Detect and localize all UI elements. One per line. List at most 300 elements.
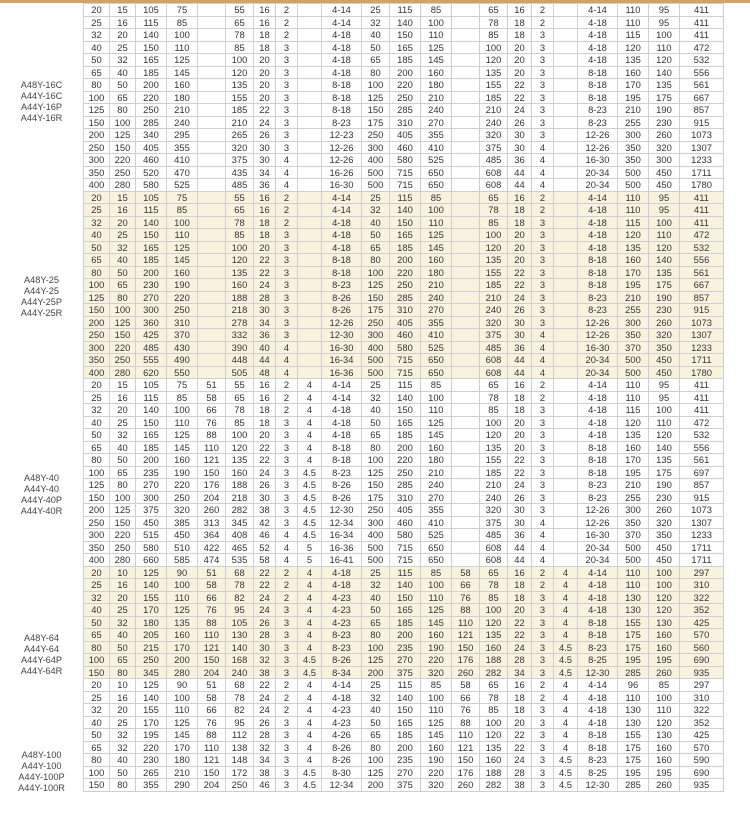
table-cell: 270 [136, 479, 167, 492]
table-cell: 18 [254, 216, 276, 229]
model-label: A48Y-25 [24, 275, 59, 285]
table-cell: 22 [508, 741, 532, 754]
table-cell: 4.5 [298, 466, 322, 479]
table-cell: 125 [362, 91, 390, 104]
table-cell: 100 [480, 416, 508, 429]
table-cell: 16-30 [322, 179, 362, 192]
table-cell: 76 [198, 716, 226, 729]
table-cell: 20 [254, 66, 276, 79]
table-cell: 30 [508, 516, 532, 529]
table-cell: 20 [254, 54, 276, 67]
table-cell: 570 [680, 741, 724, 754]
table-cell: 4 [276, 154, 298, 167]
table-cell: 121 [452, 629, 480, 642]
table-cell: 25 [84, 16, 110, 29]
table-cell [554, 416, 578, 429]
table-cell [198, 291, 226, 304]
table-cell: 3 [276, 666, 298, 679]
table-cell: 4 [298, 729, 322, 742]
table-cell: 50 [84, 616, 110, 629]
table-cell: 40 [110, 754, 136, 767]
table-cell: 355 [421, 129, 452, 142]
table-cell: 715 [390, 541, 421, 554]
table-row [84, 504, 724, 517]
table-cell: 310 [680, 691, 724, 704]
table-cell: 160 [421, 254, 452, 267]
table-cell: 188 [480, 654, 508, 667]
table-cell: 1780 [680, 179, 724, 192]
table-cell: 210 [167, 766, 198, 779]
table-cell: 110 [618, 16, 649, 29]
table-cell: 65 [362, 616, 390, 629]
table-cell [452, 316, 480, 329]
table-cell: 78 [480, 16, 508, 29]
table-cell [452, 504, 480, 517]
table-cell: 110 [167, 229, 198, 242]
table-cell: 50 [110, 266, 136, 279]
table-cell: 160 [421, 741, 452, 754]
table-cell: 5 [298, 541, 322, 554]
table-cell: 500 [362, 179, 390, 192]
table-cell: 65 [226, 391, 254, 404]
table-cell: 135 [226, 266, 254, 279]
table-cell: 4-18 [322, 416, 362, 429]
table-cell: 8-26 [322, 291, 362, 304]
table-cell: 190 [421, 641, 452, 654]
table-cell: 4-23 [322, 616, 362, 629]
table-cell: 36 [254, 179, 276, 192]
table-cell: 4-18 [322, 66, 362, 79]
table-cell: 185 [390, 54, 421, 67]
table-cell: 2 [532, 566, 554, 579]
table-cell: 410 [421, 329, 452, 342]
table-cell: 500 [618, 554, 649, 567]
table-cell [554, 91, 578, 104]
table-cell: 100 [110, 116, 136, 129]
table-cell [554, 41, 578, 54]
table-cell: 185 [136, 254, 167, 267]
table-cell: 4-18 [578, 16, 618, 29]
table-cell: 340 [136, 129, 167, 142]
table-cell: 4 [532, 554, 554, 567]
table-cell: 320 [649, 141, 680, 154]
table-cell: 200 [362, 779, 390, 792]
table-cell: 4 [554, 729, 578, 742]
table-cell: 4 [276, 179, 298, 192]
table-cell: 4-14 [578, 566, 618, 579]
table-cell: 150 [110, 329, 136, 342]
table-cell: 580 [390, 341, 421, 354]
table-cell: 3 [276, 629, 298, 642]
table-row [84, 116, 724, 129]
table-cell: 332 [226, 329, 254, 342]
table-cell: 375 [480, 141, 508, 154]
table-row [84, 691, 724, 704]
table-cell: 16 [110, 204, 136, 217]
table-cell: 3 [532, 29, 554, 42]
table-cell: 485 [226, 179, 254, 192]
table-cell: 32 [84, 216, 110, 229]
table-cell [452, 116, 480, 129]
table-row [84, 491, 724, 504]
table-cell: 320 [649, 516, 680, 529]
table-cell: 2 [276, 191, 298, 204]
model-label: A44Y-100 [21, 761, 62, 771]
table-cell: 150 [198, 466, 226, 479]
table-cell: 150 [84, 304, 110, 317]
table-cell: 16-36 [322, 541, 362, 554]
table-cell: 110 [421, 704, 452, 717]
table-row [84, 66, 724, 79]
table-cell: 95 [649, 379, 680, 392]
table-cell: 160 [167, 629, 198, 642]
table-cell: 100 [421, 391, 452, 404]
table-cell: 4 [298, 741, 322, 754]
table-cell: 4-18 [322, 216, 362, 229]
table-cell: 240 [480, 491, 508, 504]
table-cell: 250 [167, 491, 198, 504]
table-cell: 95 [649, 4, 680, 17]
table-cell: 3 [532, 216, 554, 229]
table-cell [554, 441, 578, 454]
table-cell: 20 [84, 191, 110, 204]
table-cell: 3 [276, 241, 298, 254]
table-cell: 4-18 [578, 404, 618, 417]
table-cell: 4-18 [578, 704, 618, 717]
table-cell: 2 [276, 704, 298, 717]
table-row [84, 666, 724, 679]
table-cell: 40 [110, 441, 136, 454]
table-row [84, 716, 724, 729]
table-cell: 210 [480, 291, 508, 304]
table-cell: 165 [390, 229, 421, 242]
table-cell [198, 266, 226, 279]
table-cell: 240 [167, 116, 198, 129]
table-cell [298, 254, 322, 267]
table-cell: 110 [167, 591, 198, 604]
table-cell: 3 [532, 116, 554, 129]
table-cell: 112 [226, 729, 254, 742]
table-cell: 220 [421, 654, 452, 667]
table-cell: 20 [110, 404, 136, 417]
table-cell: 204 [198, 491, 226, 504]
table-cell: 460 [136, 154, 167, 167]
table-cell: 125 [110, 316, 136, 329]
table-cell: 375 [480, 329, 508, 342]
table-cell: 210 [421, 91, 452, 104]
table-cell: 160 [618, 254, 649, 267]
table-cell: 165 [390, 416, 421, 429]
table-cell: 185 [136, 441, 167, 454]
table-cell: 3 [532, 504, 554, 517]
table-row [84, 404, 724, 417]
table-cell: 145 [167, 254, 198, 267]
table-cell: 120 [649, 241, 680, 254]
table-cell: 350 [649, 341, 680, 354]
table-cell: 110 [167, 704, 198, 717]
table-cell: 280 [110, 554, 136, 567]
table-cell: 411 [680, 29, 724, 42]
table-cell: 250 [84, 329, 110, 342]
table-cell: 115 [390, 566, 421, 579]
table-cell: 40 [110, 254, 136, 267]
table-cell: 240 [480, 304, 508, 317]
table-cell: 4-14 [322, 204, 362, 217]
table-cell: 500 [618, 354, 649, 367]
table-cell: 75 [167, 379, 198, 392]
table-cell: 350 [84, 541, 110, 554]
table-cell: 8-18 [578, 629, 618, 642]
table-cell: 160 [618, 66, 649, 79]
table-cell: 510 [167, 541, 198, 554]
table-cell: 170 [618, 79, 649, 92]
table-cell: 32 [84, 404, 110, 417]
table-cell [298, 366, 322, 379]
table-cell: 28 [508, 766, 532, 779]
table-cell: 188 [226, 479, 254, 492]
table-cell: 3 [276, 141, 298, 154]
table-cell: 4-14 [322, 16, 362, 29]
table-cell: 3 [276, 129, 298, 142]
table-cell: 80 [84, 266, 110, 279]
table-cell: 25 [110, 229, 136, 242]
table-cell [198, 79, 226, 92]
table-cell: 12-23 [322, 129, 362, 142]
table-cell: 80 [84, 454, 110, 467]
table-row [84, 179, 724, 192]
table-cell [452, 204, 480, 217]
table-cell: 22 [254, 454, 276, 467]
table-cell: 110 [421, 29, 452, 42]
table-cell: 1711 [680, 554, 724, 567]
table-cell: 12-26 [322, 154, 362, 167]
table-cell: 58 [198, 691, 226, 704]
table-cell: 16 [254, 16, 276, 29]
table-cell: 20 [508, 54, 532, 67]
table-cell: 85 [480, 29, 508, 42]
table-row [84, 529, 724, 542]
table-row [84, 766, 724, 779]
table-cell: 16-34 [322, 354, 362, 367]
table-row [84, 329, 724, 342]
table-cell: 26 [508, 491, 532, 504]
table-cell: 180 [136, 616, 167, 629]
table-cell: 385 [167, 516, 198, 529]
table-cell: 200 [84, 504, 110, 517]
table-cell: 25 [84, 391, 110, 404]
table-cell: 165 [136, 54, 167, 67]
table-cell: 80 [362, 254, 390, 267]
table-cell: 270 [136, 291, 167, 304]
table-cell: 3 [276, 741, 298, 754]
table-cell [554, 254, 578, 267]
table-cell: 2 [532, 379, 554, 392]
table-row [84, 679, 724, 692]
table-cell: 715 [390, 354, 421, 367]
table-cell: 3 [532, 629, 554, 642]
table-cell: 34 [508, 666, 532, 679]
table-cell: 190 [167, 279, 198, 292]
table-cell: 44 [508, 354, 532, 367]
table-cell: 20 [508, 429, 532, 442]
table-cell: 185 [226, 104, 254, 117]
table-cell: 66 [198, 591, 226, 604]
table-cell: 18 [508, 704, 532, 717]
table-cell: 160 [649, 741, 680, 754]
table-cell: 20 [508, 604, 532, 617]
table-cell: 250 [84, 516, 110, 529]
table-cell: 22 [254, 579, 276, 592]
table-row [84, 516, 724, 529]
table-cell [198, 141, 226, 154]
table-cell: 4-18 [578, 691, 618, 704]
table-row [84, 241, 724, 254]
table-cell: 12-30 [578, 666, 618, 679]
table-cell: 472 [680, 416, 724, 429]
table-cell: 24 [508, 641, 532, 654]
table-cell: 3 [276, 654, 298, 667]
table-cell: 20 [508, 416, 532, 429]
table-cell: 300 [618, 504, 649, 517]
table-cell: 76 [198, 604, 226, 617]
table-cell: 935 [680, 666, 724, 679]
table-cell: 68 [226, 679, 254, 692]
table-cell: 4 [532, 179, 554, 192]
table-cell: 4-18 [578, 216, 618, 229]
table-cell: 30 [254, 141, 276, 154]
table-cell: 2 [532, 191, 554, 204]
table-cell [198, 254, 226, 267]
table-cell: 4 [298, 691, 322, 704]
table-cell: 40 [84, 604, 110, 617]
table-cell: 4.5 [298, 779, 322, 792]
table-cell: 50 [84, 729, 110, 742]
table-cell [452, 479, 480, 492]
table-cell: 290 [167, 779, 198, 792]
table-cell: 1711 [680, 354, 724, 367]
table-cell: 110 [198, 629, 226, 642]
table-cell: 715 [390, 366, 421, 379]
table-cell: 36 [254, 329, 276, 342]
table-cell: 300 [618, 129, 649, 142]
table-cell: 170 [167, 741, 198, 754]
table-cell: 110 [452, 729, 480, 742]
table-cell: 360 [136, 316, 167, 329]
table-cell: 65 [362, 429, 390, 442]
table-cell: 155 [618, 729, 649, 742]
table-cell: 20 [508, 66, 532, 79]
table-cell: 125 [362, 279, 390, 292]
table-cell [554, 166, 578, 179]
table-cell: 350 [84, 166, 110, 179]
table-cell [554, 529, 578, 542]
table-cell: 322 [680, 591, 724, 604]
table-cell: 250 [226, 779, 254, 792]
table-cell: 250 [390, 466, 421, 479]
table-cell: 3 [276, 454, 298, 467]
table-cell: 24 [254, 116, 276, 129]
table-cell: 150 [136, 41, 167, 54]
table-cell: 65 [480, 379, 508, 392]
table-cell: 30 [254, 304, 276, 317]
table-cell: 100 [84, 466, 110, 479]
table-cell: 110 [618, 579, 649, 592]
table-cell: 26 [254, 479, 276, 492]
table-cell: 8-18 [578, 454, 618, 467]
table-cell: 3 [532, 254, 554, 267]
table-cell: 100 [84, 91, 110, 104]
table-row [84, 541, 724, 554]
table-cell: 100 [421, 16, 452, 29]
table-row [84, 629, 724, 642]
table-cell: 4-18 [578, 229, 618, 242]
table-cell: 220 [136, 91, 167, 104]
table-cell: 297 [680, 566, 724, 579]
table-cell [554, 229, 578, 242]
table-cell: 570 [680, 629, 724, 642]
table-cell [198, 279, 226, 292]
table-cell: 4.5 [554, 641, 578, 654]
table-cell: 16-30 [322, 341, 362, 354]
table-cell: 390 [226, 341, 254, 354]
table-cell: 400 [84, 554, 110, 567]
table-cell: 110 [618, 566, 649, 579]
table-cell: 160 [480, 754, 508, 767]
table-cell: 85 [167, 16, 198, 29]
model-label: A44Y-40 [24, 484, 59, 494]
table-cell: 4 [554, 704, 578, 717]
table-cell: 125 [167, 429, 198, 442]
table-row [84, 279, 724, 292]
table-cell: 85 [421, 679, 452, 692]
table-row [84, 216, 724, 229]
table-cell: 180 [421, 266, 452, 279]
table-cell: 525 [421, 341, 452, 354]
table-cell: 2 [276, 204, 298, 217]
table-cell [452, 354, 480, 367]
table-cell: 65 [84, 629, 110, 642]
table-cell: 145 [167, 729, 198, 742]
table-cell: 3 [276, 754, 298, 767]
table-cell: 556 [680, 254, 724, 267]
table-cell: 16-30 [578, 341, 618, 354]
table-cell: 3 [532, 404, 554, 417]
table-cell: 88 [452, 716, 480, 729]
table-cell: 4-18 [322, 29, 362, 42]
table-cell: 2 [532, 16, 554, 29]
table-cell: 135 [618, 54, 649, 67]
table-cell: 40 [362, 29, 390, 42]
table-cell: 16-26 [322, 166, 362, 179]
table-cell: 110 [198, 441, 226, 454]
table-cell: 4-18 [578, 429, 618, 442]
table-cell: 125 [421, 41, 452, 54]
table-cell: 16 [110, 16, 136, 29]
table-cell: 120 [480, 616, 508, 629]
model-label: A44Y-25R [20, 308, 63, 318]
table-cell: 4-18 [578, 416, 618, 429]
table-cell: 25 [362, 4, 390, 17]
table-cell: 100 [362, 454, 390, 467]
table-cell: 465 [226, 541, 254, 554]
table-cell: 2 [276, 691, 298, 704]
table-cell: 150 [136, 416, 167, 429]
table-cell: 88 [198, 729, 226, 742]
table-cell: 155 [136, 704, 167, 717]
table-cell: 150 [390, 404, 421, 417]
table-cell: 22 [254, 441, 276, 454]
table-cell: 250 [136, 654, 167, 667]
